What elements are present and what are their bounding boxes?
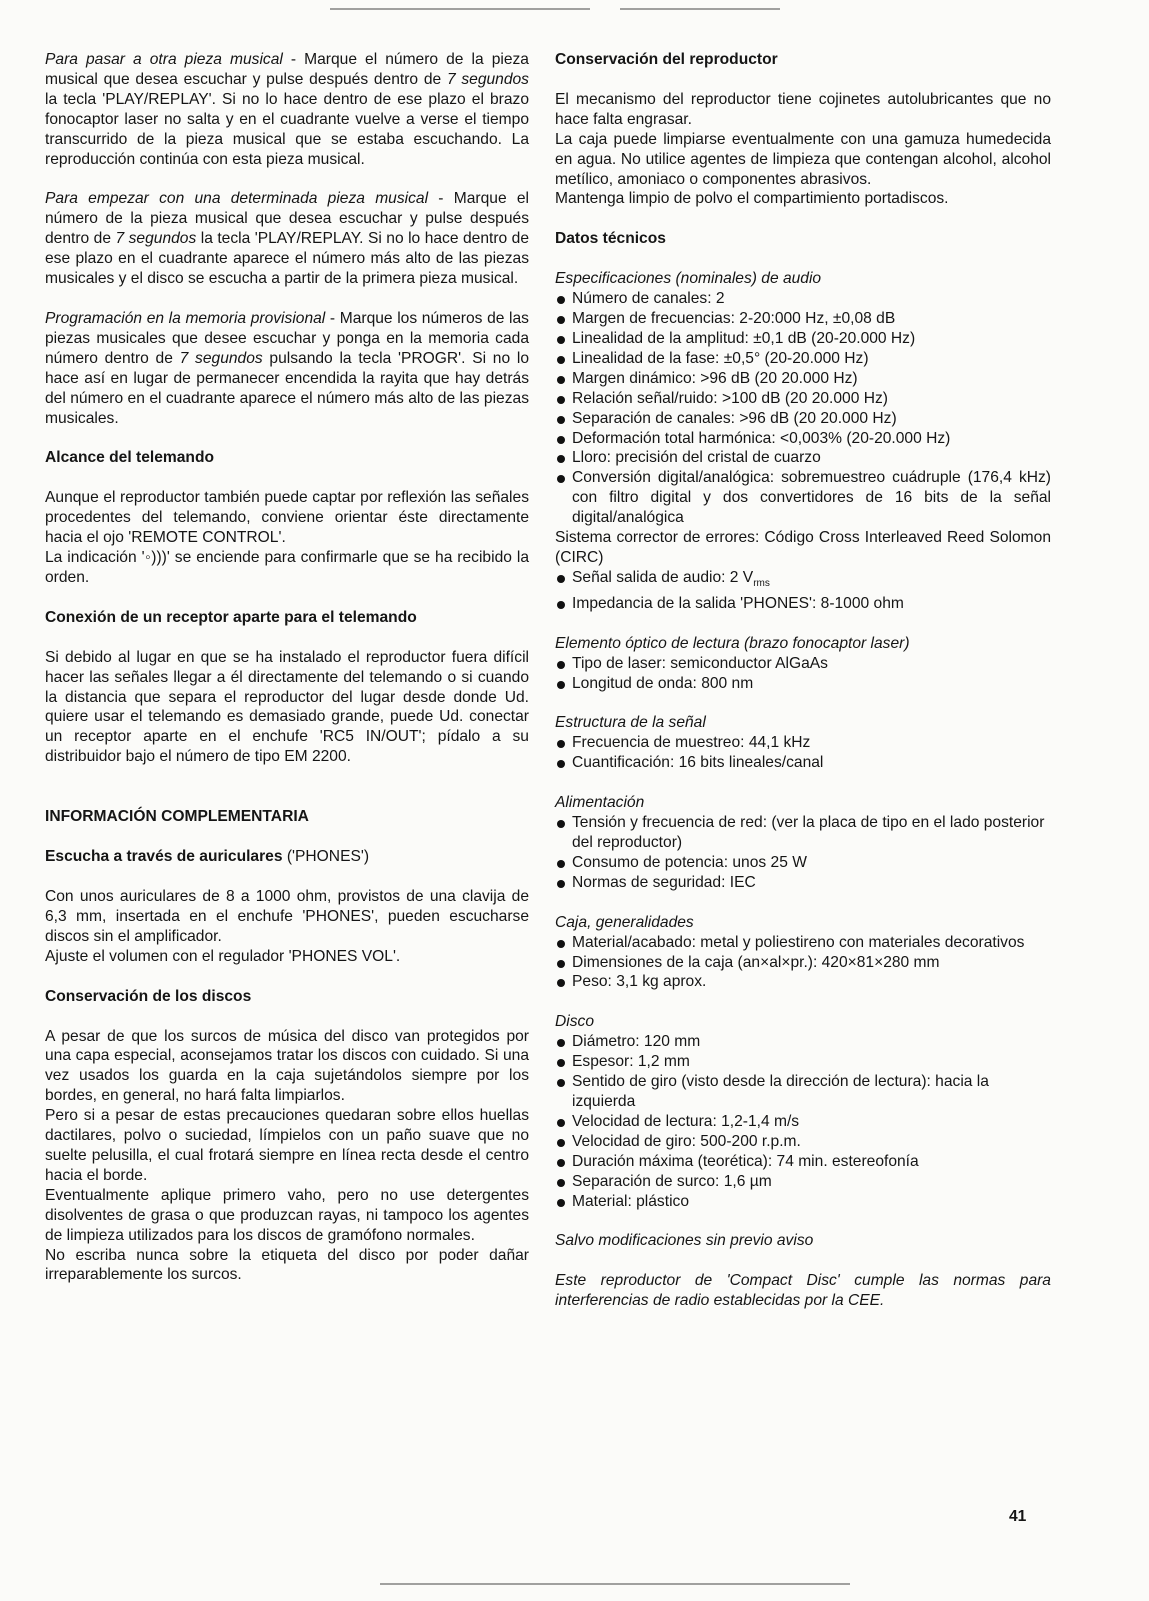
spec-item: Material/acabado: metal y poliestireno con materiales decorativos (555, 933, 1051, 953)
paragraph-disc-care-2: Pero si a pesar de estas precauciones quedaran sobre ellos huellas dactilares, polvo o suciedad, límpielos con un paño suave que no suelte pelusilla, el cual frotará siempre en línea recta desde el centro hacia el borde. (45, 1107, 529, 1184)
heading-additional-info: INFORMACIÓN COMPLEMENTARIA (45, 808, 309, 826)
spec-item: Tensión y frecuencia de red: (ver la placa de tipo en el lado posterior del reproductor) (555, 813, 1051, 853)
heading-headphones: Escucha a través de auriculares ('PHONES') (45, 848, 370, 866)
spec-item: Frecuencia de muestreo: 44,1 kHz (555, 733, 1051, 753)
left-column (45, 50, 529, 1285)
spec-item: Separación de canales: >96 dB (20 20.000 Hz) (555, 409, 1051, 429)
spec-item: Separación de surco: 1,6 µm (555, 1172, 1051, 1192)
scan-artifact-bottom (380, 1583, 850, 1585)
spec-group-audio (555, 269, 1051, 614)
paragraph-remote-indicator: La indicación '◦)))' se enciende para confirmarle que se ha recibido la orden. (45, 549, 529, 586)
spec-item: Lloro: precisión del cristal de cuarzo (555, 448, 1051, 468)
heading-disc-care: Conservación de los discos (45, 987, 252, 1005)
spec-item: Linealidad de la fase: ±0,5° (20-20.000 Hz) (555, 349, 1051, 369)
paragraph-headphones-volume: Ajuste el volumen con el regulador 'PHONES VOL'. (45, 947, 401, 965)
heading-remote-receiver: Conexión de un receptor aparte para el telemando (45, 608, 417, 626)
scan-artifact-top (330, 8, 590, 10)
spec-group-optical (555, 634, 1051, 694)
spec-item: Conversión digital/analógica: sobremuestreo cuádruple (176,4 kHz) con filtro digital y dos convertidores de 16 bits de la señal digital/analógica (555, 468, 1051, 528)
heading-technical-data: Datos técnicos (555, 230, 666, 248)
spec-item: Velocidad de lectura: 1,2-1,4 m/s (555, 1112, 1051, 1132)
spec-item: Impedancia de la salida 'PHONES': 8-1000 ohm (555, 594, 1051, 614)
spec-item: Linealidad de la amplitud: ±0,1 dB (20-20.000 Hz) (555, 329, 1051, 349)
scan-artifact-top (620, 8, 780, 10)
spec-item: Cuantificación: 16 bits lineales/canal (555, 753, 1051, 773)
spec-item: Número de canales: 2 (555, 289, 1051, 309)
spec-group-title: Estructura de la señal (555, 714, 706, 732)
spec-item: Longitud de onda: 800 nm (555, 674, 1051, 694)
spec-group-title: Especificaciones (nominales) de audio (555, 270, 822, 288)
spec-item: Tipo de laser: semiconductor AlGaAs (555, 654, 1051, 674)
paragraph-next-track: Para pasar a otra pieza musical - Marque el número de la pieza musical que desea escuchar y pulse después dentro de 7 segundos la tecla 'PLAY/REPLAY'. Si no lo hace dentro de ese plazo el brazo fonocaptor laser no salta y en el cuadrante vuelve a verse el tiempo transcurrido de la pieza musical que se estaba escuchando. La reproducción continúa con esta pieza musical. (45, 51, 529, 168)
heading-remote-range: Alcance del telemando (45, 449, 214, 467)
paragraph-player-care-2: La caja puede limpiarse eventualmente con una gamuza humedecida en agua. No utilice agentes de limpieza que contengan alcohol, alcohol metílico, amoniaco o componentes abrasivos. (555, 130, 1051, 188)
spec-item: Peso: 3,1 kg aprox. (555, 972, 1051, 992)
spec-error-correction: Sistema corrector de errores: Código Cross Interleaved Reed Solomon (CIRC) (555, 529, 1051, 566)
spec-item: Normas de seguridad: IEC (555, 873, 1051, 893)
spec-item: Margen dinámico: >96 dB (20 20.000 Hz) (555, 369, 1051, 389)
paragraph-disc-care-1: A pesar de que los surcos de música del disco van protegidos por una capa especial, aconsejamos tratar los discos con cuidado. Si una vez usados los guarda en la caja sujetándolos siempre por los bordes, en general, no hará falta limpiarlos. (45, 1027, 529, 1105)
spec-group-title: Alimentación (555, 794, 645, 812)
spec-item: Relación señal/ruido: >100 dB (20 20.000 Hz) (555, 389, 1051, 409)
spec-item: Margen de frecuencias: 2-20:000 Hz, ±0,08 dB (555, 309, 1051, 329)
paragraph-remote-range: Aunque el reproductor también puede captar por reflexión las señales procedentes del telemando, conviene orientar éste directamente hacia el ojo 'REMOTE CONTROL'. (45, 489, 529, 547)
note-subject-to-change: Salvo modificaciones sin previo aviso (555, 1232, 814, 1250)
heading-player-care: Conservación del reproductor (555, 51, 778, 68)
spec-item: Deformación total harmónica: <0,003% (20-20.000 Hz) (555, 429, 1051, 449)
spec-item: Consumo de potencia: unos 25 W (555, 853, 1051, 873)
paragraph-headphones: Con unos auriculares de 8 a 1000 ohm, provistos de una clavija de 6,3 mm, insertada en el enchufe 'PHONES', pueden escucharse discos sin el amplificador. (45, 888, 529, 945)
spec-item: Duración máxima (teorética): 74 min. estereofonía (555, 1152, 1051, 1172)
paragraph-player-care-1: El mecanismo del reproductor tiene cojinetes autolubricantes que no hace falta engrasar. (555, 90, 1051, 128)
spec-item: Material: plástico (555, 1192, 1051, 1212)
spec-item: Diámetro: 120 mm (555, 1032, 1051, 1052)
paragraph-player-care-3: Mantenga limpio de polvo el compartimiento portadiscos. (555, 190, 949, 208)
paragraph-remote-receiver: Si debido al lugar en que se ha instalado el reproductor fuera difícil hacer las señales llegar a él directamente del telemando o si cuando la distancia que separa el reproductor del lugar desde donde Ud. quiere usar el telemando es demasiado grande, puede Ud. conectar un receptor aparte en el enchufe 'RC5 IN/OUT'; pídalo a su distribuidor bajo el número de tipo EM 2200. (45, 648, 529, 766)
spec-group-title: Caja, generalidades (555, 913, 694, 931)
spec-group-power (555, 793, 1051, 893)
paragraph-start-track: Para empezar con una determinada pieza musical - Marque el número de la pieza musical que desea escuchar y pulse después dentro de 7 segundos la tecla 'PLAY/REPLAY. Si no lo hace dentro de ese plazo en el cuadrante aparece el número más alto de las piezas musicales y el disco se escucha a partir de la primera pieza musical. (45, 190, 529, 288)
page-number: 41 (1009, 1508, 1027, 1525)
spec-item: Espesor: 1,2 mm (555, 1052, 1051, 1072)
spec-item: Señal salida de audio: 2 $V_{rms}$ (555, 568, 1051, 594)
spec-group-title: Elemento óptico de lectura (brazo fonocaptor laser) (555, 634, 910, 652)
spec-group-housing (555, 913, 1051, 993)
paragraph-disc-care-4: No escriba nunca sobre la etiqueta del disco por poder dañar irreparablemente los surcos. (45, 1246, 529, 1284)
spec-item: Velocidad de giro: 500-200 r.p.m. (555, 1132, 1051, 1152)
paragraph-disc-care-3: Eventualmente aplique primero vaho, pero no use detergentes disolventes de grasa o que produzcan rayas, ni tampoco los agentes de limpieza utilizados para los discos de gramófono normales. (45, 1186, 529, 1244)
spec-group-disc (555, 1012, 1051, 1211)
right-column (555, 50, 1051, 1311)
spec-item: Sentido de giro (visto desde la dirección de lectura): hacia la izquierda (555, 1072, 1051, 1112)
spec-item: Dimensiones de la caja (an×al×pr.): 420×81×280 mm (555, 953, 1051, 973)
spec-group-signal (555, 713, 1051, 773)
paragraph-programming: Programación en la memoria provisional - Marque los números de las piezas musicales que desee escuchar y ponga en la memoria cada número dentro de 7 segundos pulsando la tecla 'PROGR'. Si no lo hace así en lugar de permanecer encendida la rayita que hay detrás del número en el cuadrante aparece el número más alto de las piezas musicales. (45, 309, 530, 427)
note-cee-compliance: Este reproductor de 'Compact Disc' cumple las normas para interferencias de radio establecidas por la CEE. (555, 1272, 1051, 1310)
spec-group-title: Disco (555, 1013, 594, 1031)
